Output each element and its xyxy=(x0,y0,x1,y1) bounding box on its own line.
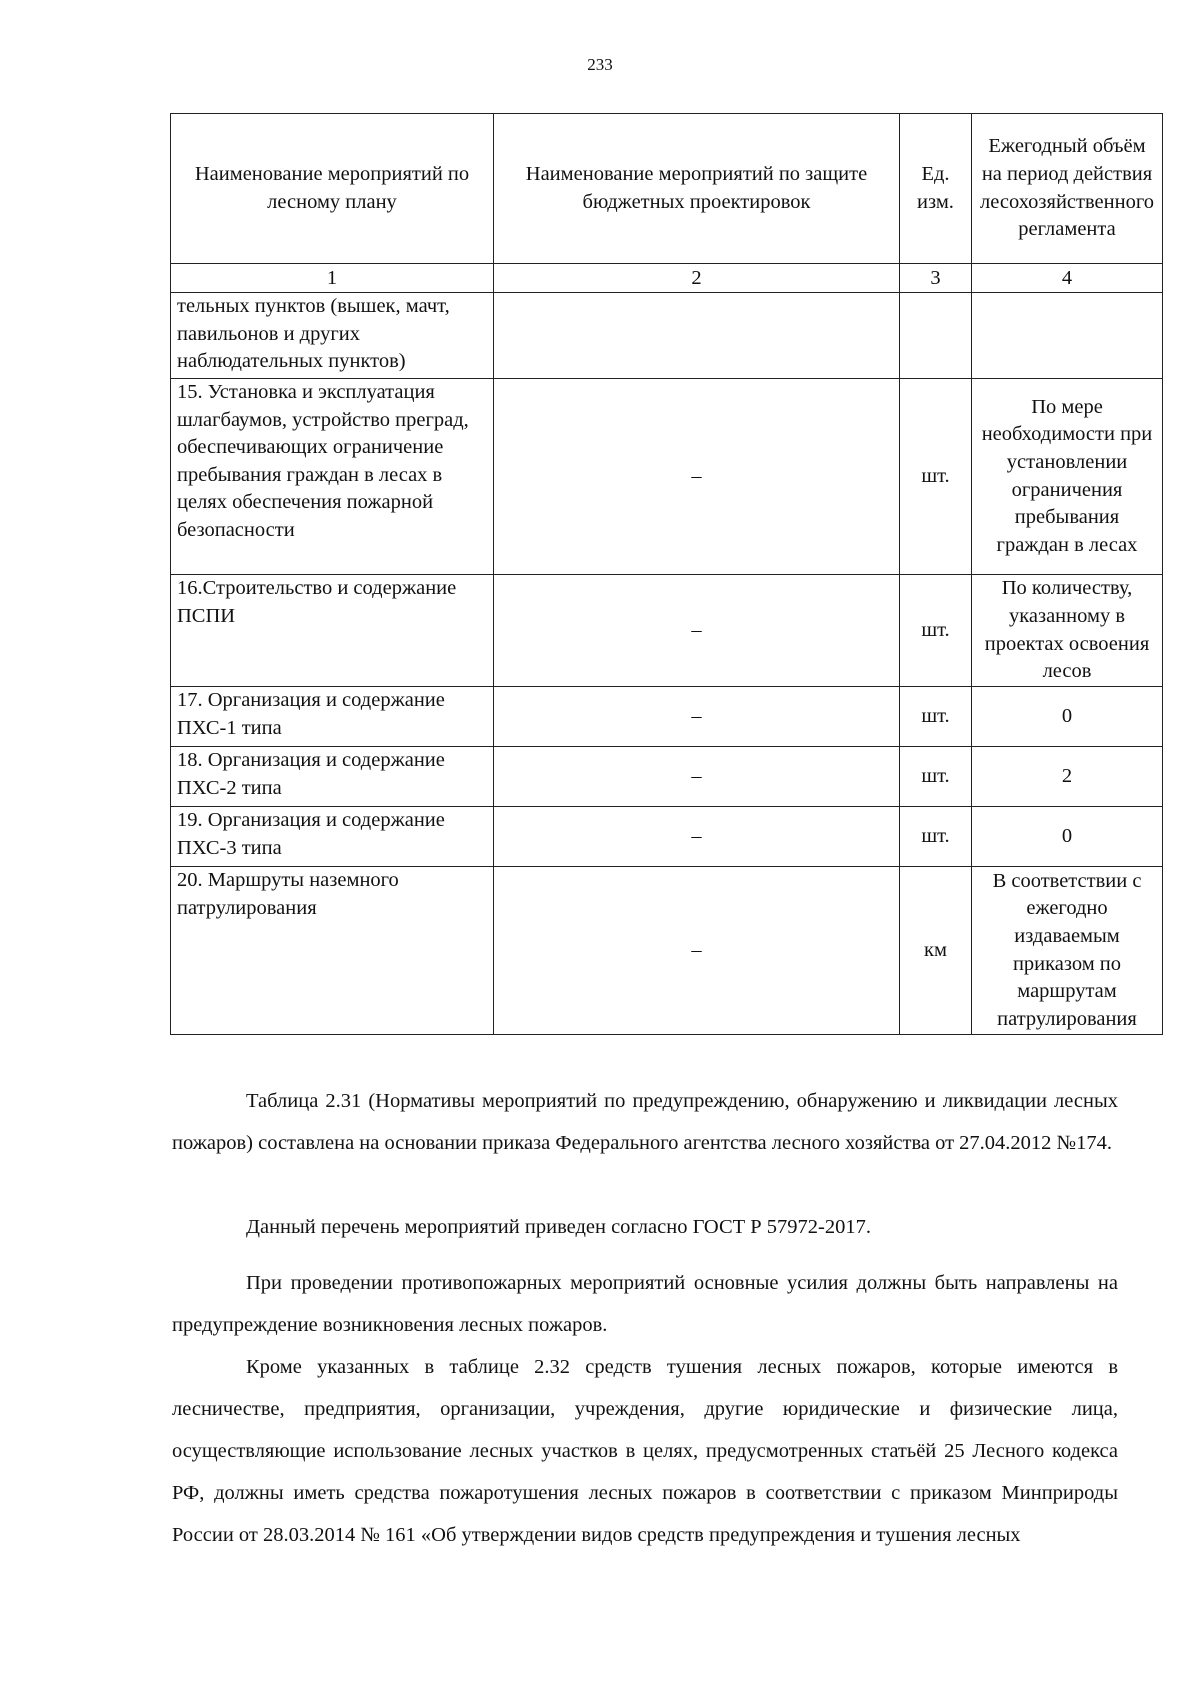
row-measure xyxy=(494,293,900,379)
forest-plan-table xyxy=(170,113,1163,1035)
row-volume: По количеству, указанному в проектах освоения лесов xyxy=(972,575,1163,687)
table-row xyxy=(171,807,1163,867)
table-row xyxy=(171,575,1163,687)
page-number: 233 xyxy=(587,55,613,74)
row-unit: шт. xyxy=(900,575,972,687)
row-volume: В соответствии с ежегодно издаваемым приказом по маршрутам патрулирования xyxy=(972,867,1163,1035)
row-volume: 0 xyxy=(972,807,1163,867)
row-unit xyxy=(900,293,972,379)
row-unit: шт. xyxy=(900,687,972,747)
row-measure: – xyxy=(494,747,900,807)
row-measure: – xyxy=(494,379,900,575)
row-name: 17. Организация и содержание ПХС-1 типа xyxy=(171,687,494,747)
paragraph-gost: Данный перечень мероприятий приведен согласно ГОСТ Р 57972-2017. xyxy=(246,1216,872,1238)
paragraph-fire-prevention: При проведении противопожарных мероприятий основные усилия должны быть направлены на предупреждение возникновения лесных пожаров. xyxy=(172,1272,1118,1336)
header-plan-measures: Наименование мероприятий по лесному плану xyxy=(171,114,494,264)
header-annual-volume: Ежегодный объём на период действия лесохозяйственного регламента xyxy=(972,114,1163,264)
row-name: 20. Маршруты наземного патрулирования xyxy=(171,867,494,1035)
column-number: 3 xyxy=(900,264,972,293)
table-row xyxy=(171,293,1163,379)
column-number: 4 xyxy=(972,264,1163,293)
paragraph-table-source: Таблица 2.31 (Нормативы мероприятий по предупреждению, обнаружению и ликвидации лесных пожаров) составлена на основании приказа Федерального агентства лесного хозяйства от 27.04.2012 №174. xyxy=(172,1090,1118,1154)
row-measure: – xyxy=(494,687,900,747)
row-measure: – xyxy=(494,807,900,867)
row-volume: 0 xyxy=(972,687,1163,747)
row-unit: км xyxy=(900,867,972,1035)
table-row xyxy=(171,687,1163,747)
row-unit: шт. xyxy=(900,379,972,575)
row-name: тельных пунктов (вышек, мачт, павильонов и других наблюдательных пунктов) xyxy=(171,293,494,379)
column-number-row xyxy=(171,264,1163,293)
row-measure: – xyxy=(494,867,900,1035)
row-volume: По мере необходимости при установлении ограничения пребывания граждан в лесах xyxy=(972,379,1163,575)
row-name: 15. Установка и эксплуатация шлагбаумов, устройство преград, обеспечивающих ограничение пребывания граждан в лесах в целях обеспечения пожарной безопасности xyxy=(171,379,494,575)
header-unit: Ед. изм. xyxy=(900,114,972,264)
row-unit: шт. xyxy=(900,747,972,807)
column-number: 2 xyxy=(494,264,900,293)
header-budget-measures: Наименование мероприятий по защите бюджетных проектировок xyxy=(494,114,900,264)
table-header-row xyxy=(171,114,1163,264)
table-row xyxy=(171,747,1163,807)
row-name: 16.Строительство и содержание ПСПИ xyxy=(171,575,494,687)
row-volume xyxy=(972,293,1163,379)
row-measure: – xyxy=(494,575,900,687)
row-name: 19. Организация и содержание ПХС-3 типа xyxy=(171,807,494,867)
paragraph-fire-equipment: Кроме указанных в таблице 2.32 средств тушения лесных пожаров, которые имеются в лесничестве, предприятия, организации, учреждения, другие юридические и физические лица, осуществляющие использование лесных участков в целях, предусмотренных статьёй 25 Лесного кодекса РФ, должны иметь средства пожаротушения лесных пожаров в соответствии с приказом Минприроды России от 28.03.2014 № 161 «Об утверждении видов средств предупреждения и тушения лесных xyxy=(172,1356,1118,1546)
row-volume: 2 xyxy=(972,747,1163,807)
row-unit: шт. xyxy=(900,807,972,867)
table-row xyxy=(171,379,1163,575)
column-number: 1 xyxy=(171,264,494,293)
table-row xyxy=(171,867,1163,1035)
row-name: 18. Организация и содержание ПХС-2 типа xyxy=(171,747,494,807)
